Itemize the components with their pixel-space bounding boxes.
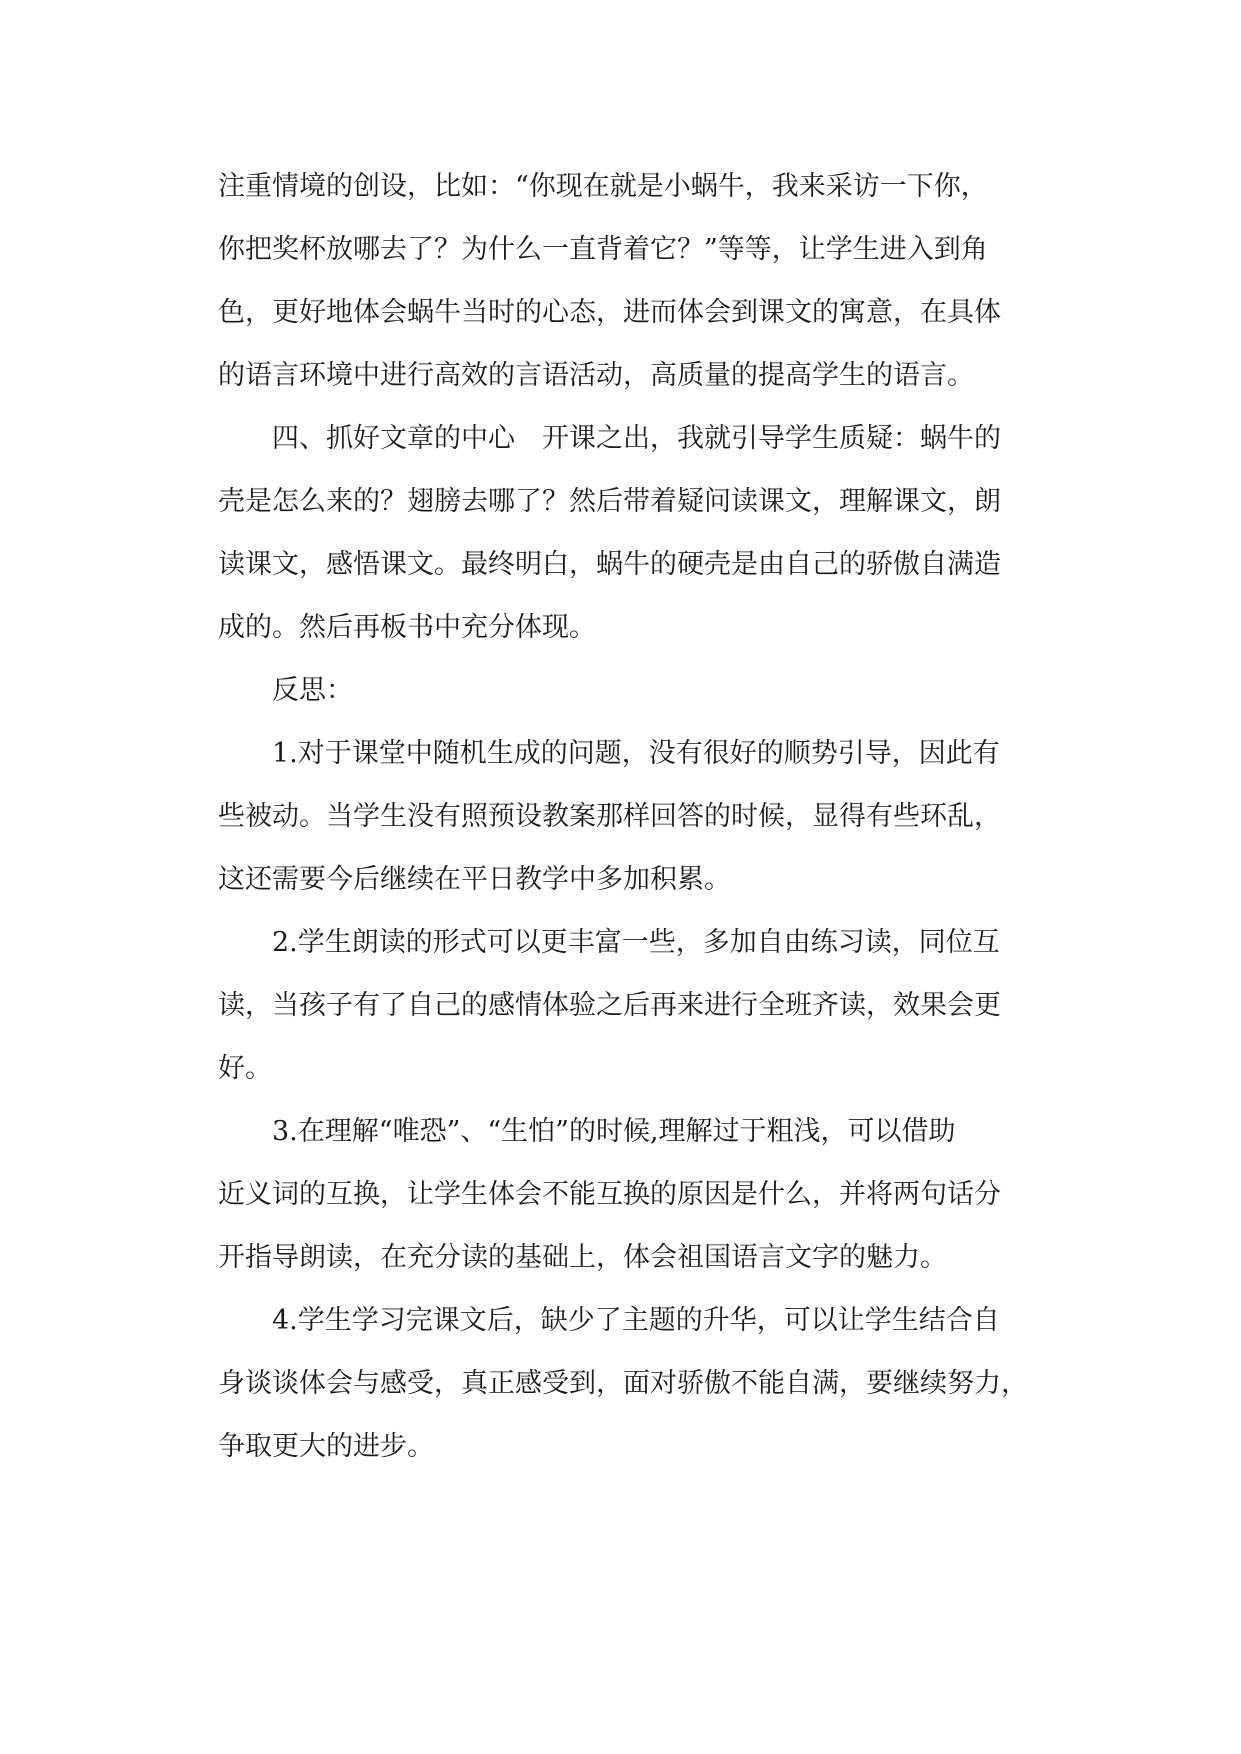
paragraph <box>218 659 1058 722</box>
text-line: 开指导朗读，在充分读的基础上，体会祖国语言文字的魅力。 <box>218 1242 947 1273</box>
text-line: 四、抓好文章的中心 开课之出，我就引导学生质疑：蜗牛的 <box>272 423 1001 454</box>
paragraph <box>218 1289 1058 1478</box>
text-line: 你把奖杯放哪去了？为什么一直背着它？”等等，让学生进入到角 <box>218 234 988 265</box>
text-line: 成的。然后再板书中充分体现。 <box>218 612 596 643</box>
body-text <box>218 155 1058 1478</box>
section-heading: 反思： <box>272 675 353 706</box>
text-line: 3.在理解“唯恐”、“生怕”的时候,理解过于粗浅，可以借助 <box>272 1116 956 1147</box>
paragraph <box>218 407 1058 659</box>
paragraph <box>218 1100 1058 1289</box>
text-line: 注重情境的创设，比如：“你现在就是小蜗牛，我来采访一下你， <box>218 171 988 202</box>
text-line: 好。 <box>218 1053 272 1084</box>
paragraph <box>218 155 1058 407</box>
text-line: 4.学生学习完课文后，缺少了主题的升华，可以让学生结合自 <box>272 1305 1000 1336</box>
text-line: 色，更好地体会蜗牛当时的心态，进而体会到课文的寓意，在具体 <box>218 297 1001 328</box>
text-line: 这还需要今后继续在平日教学中多加积累。 <box>218 864 731 895</box>
text-line: 身谈谈体会与感受，真正感受到，面对骄傲不能自满，要继续努力， <box>218 1368 1028 1399</box>
text-line: 1.对于课堂中随机生成的问题，没有很好的顺势引导，因此有 <box>272 738 1000 769</box>
text-line: 的语言环境中进行高效的言语活动，高质量的提高学生的语言。 <box>218 360 974 391</box>
paragraph <box>218 911 1058 1100</box>
text-line: 近义词的互换，让学生体会不能互换的原因是什么，并将两句话分 <box>218 1179 1001 1210</box>
text-line: 些被动。当学生没有照预设教案那样回答的时候，显得有些环乱， <box>218 801 1001 832</box>
text-line: 读课文，感悟课文。最终明白，蜗牛的硬壳是由自己的骄傲自满造 <box>218 549 1001 580</box>
text-line: 壳是怎么来的？翅膀去哪了？然后带着疑问读课文，理解课文，朗 <box>218 486 1001 517</box>
text-line: 读，当孩子有了自己的感情体验之后再来进行全班齐读，效果会更 <box>218 990 1001 1021</box>
text-line: 争取更大的进步。 <box>218 1431 434 1462</box>
paragraph <box>218 722 1058 911</box>
text-line: 2.学生朗读的形式可以更丰富一些，多加自由练习读，同位互 <box>272 927 1000 958</box>
